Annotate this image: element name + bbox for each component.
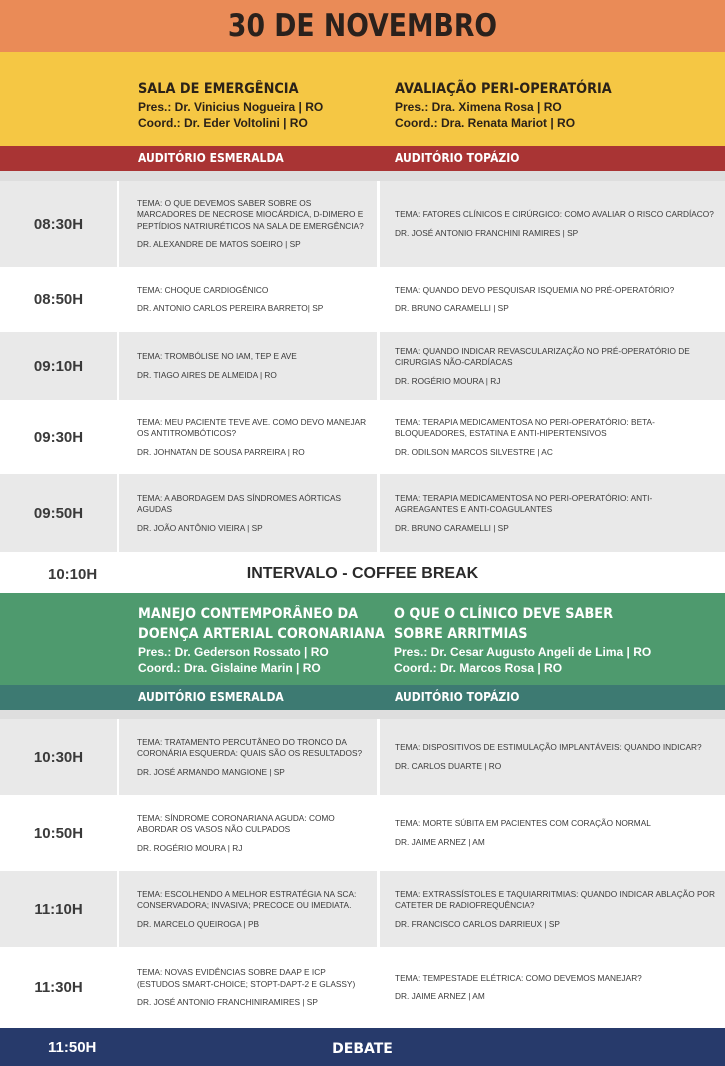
session2-right-coord: Coord.: Dr. Marcos Rosa | RO (394, 661, 563, 675)
talk-theme: TEMA: ESCOLHENDO A MELHOR ESTRATÉGIA NA SCA: CONSERVADORA; INVASIVA; PRECOCE OU IMEDIATA. (137, 888, 357, 910)
talk-speaker: DR. JOHNATAN DE SOUSA PARREIRA | RO (137, 446, 305, 457)
session2-left-info (138, 604, 406, 676)
left-talk-cell (119, 332, 377, 400)
separator-band (0, 171, 725, 181)
talk-theme: TEMA: QUANDO DEVO PESQUISAR ISQUEMIA NO PRÉ-OPERATÓRIO? (395, 284, 675, 295)
talk-speaker: DR. JOSÉ ARMANDO MANGIONE | SP (137, 766, 285, 777)
talk-theme: TEMA: TERAPIA MEDICAMENTOSA NO PERI-OPERATÓRIO: ANTI-AGREAGANTES E ANTI-COAGULANTES (395, 492, 653, 514)
row-time: 10:30H (33, 748, 84, 766)
left-talk-cell (119, 181, 377, 267)
row-time: 11:30H (34, 979, 83, 996)
session1-right-coord: Coord.: Dra. Renata Mariot | RO (395, 116, 576, 130)
session2-right-auditorium: AUDITÓRIO TOPÁZIO (395, 690, 520, 704)
session2-left-auditorium: AUDITÓRIO ESMERALDA (138, 690, 284, 704)
row-time: 10:50H (33, 824, 84, 842)
day-title: 30 DE NOVEMBRO (227, 8, 498, 44)
left-talk-cell (119, 402, 377, 472)
talk-theme: TEMA: CHOQUE CARDIOGÊNICO (137, 284, 269, 295)
talk-theme: TEMA: SÍNDROME CORONARIANA AGUDA: COMO ABORDAR OS VASOS NÃO CULPADOS (137, 812, 335, 834)
row-time-cell (0, 181, 117, 267)
left-talk-cell (119, 269, 377, 330)
talk-speaker: DR. ROGÉRIO MOURA | RJ (395, 375, 501, 386)
schedule-row (0, 269, 725, 330)
row-time-cell (0, 719, 117, 795)
schedule-row (0, 871, 725, 947)
break-time: 10:10H (48, 566, 98, 583)
schedule-row (0, 719, 725, 795)
talk-theme: TEMA: DISPOSITIVOS DE ESTIMULAÇÃO IMPLANTÁVEIS: QUANDO INDICAR? (395, 742, 702, 753)
left-talk-cell (119, 871, 377, 947)
debate-time: 11:50H (48, 1039, 97, 1056)
session1-auditorium-bar (0, 146, 725, 171)
session2-header (0, 593, 725, 685)
talk-speaker: DR. JOSÉ ANTONIO FRANCHINIRAMIRES | SP (137, 997, 318, 1007)
session2-left-title-line2: DOENÇA ARTERIAL CORONARIANA (138, 626, 385, 642)
talk-theme: TEMA: MORTE SÚBITA EM PACIENTES COM CORAÇÃO NORMAL (395, 818, 651, 829)
session1-right-title: AVALIAÇÃO PERI-OPERATÓRIA (395, 81, 612, 97)
talk-speaker: DR. MARCELO QUEIROGA | PB (137, 918, 260, 929)
talk-theme: TEMA: EXTRASSÍSTOLES E TAQUIARRITMIAS: QUANDO INDICAR ABLAÇÃO POR CATETER DE RADIOFREQUÊNCIA? (395, 888, 715, 910)
talk-speaker: DR. BRUNO CARAMELLI | SP (395, 522, 509, 533)
talk-speaker: DR. ALEXANDRE DE MATOS SOEIRO | SP (137, 239, 301, 250)
talk-theme: TEMA: TROMBÓLISE NO IAM, TEP E AVE (137, 351, 297, 362)
session1-right-info (395, 79, 631, 131)
row-time: 11:10H (34, 900, 83, 918)
left-talk-cell (119, 797, 377, 869)
row-time: 09:10H (33, 357, 84, 375)
session1-left-auditorium: AUDITÓRIO ESMERALDA (138, 151, 284, 165)
schedule-row (0, 332, 725, 400)
talk-theme: TEMA: TEMPESTADE ELÉTRICA: COMO DEVEMOS MANEJAR? (395, 972, 642, 983)
row-time-cell (0, 871, 117, 947)
session2-right-title-line1: O QUE O CLÍNICO DEVE SABER (394, 606, 613, 622)
schedule-row (0, 181, 725, 267)
talk-speaker: DR. BRUNO CARAMELLI | SP (395, 303, 509, 314)
talk-speaker: DR. FRANCISCO CARLOS DARRIEUX | SP (395, 918, 560, 929)
talk-theme: TEMA: A ABORDAGEM DAS SÍNDROMES AÓRTICAS AGUDAS (137, 492, 342, 514)
talk-speaker: DR. ROGÉRIO MOURA | RJ (137, 842, 243, 853)
talk-speaker: DR. JAIME ARNEZ | AM (395, 991, 485, 1002)
left-talk-cell (119, 719, 377, 795)
talk-theme: TEMA: FATORES CLÍNICOS E CIRÚRGICO: COMO AVALIAR O RISCO CARDÍACO? (395, 209, 714, 220)
row-time: 08:30H (33, 215, 84, 233)
separator-band (0, 710, 725, 719)
left-talk-cell (119, 949, 377, 1026)
right-talk-cell (380, 949, 725, 1026)
debate-row (0, 1028, 725, 1066)
talk-theme: TEMA: TERAPIA MEDICAMENTOSA NO PERI-OPERATÓRIO: BETA-BLOQUEADORES, ESTATINA E ANTI-HIPERTENSIVOS (395, 416, 655, 438)
session2-right-title-line2: SOBRE ARRITMIAS (394, 626, 528, 642)
row-time-cell (0, 269, 117, 330)
break-label: INTERVALO - COFFEE BREAK (246, 565, 479, 582)
session2-auditorium-bar (0, 685, 725, 710)
talk-speaker: DR. ODILSON MARCOS SILVESTRE | AC (395, 446, 553, 457)
schedule-row (0, 402, 725, 472)
session1-right-auditorium: AUDITÓRIO TOPÁZIO (395, 151, 520, 165)
right-talk-cell (380, 474, 725, 552)
row-time: 08:50H (33, 291, 84, 308)
session2-left-coord: Coord.: Dra. Gislaine Marin | RO (138, 661, 321, 675)
talk-theme: TEMA: TRATAMENTO PERCUTÂNEO DO TRONCO DA CORONÁRIA ESQUERDA: QUAIS SÃO OS RESULTADOS? (137, 736, 363, 758)
row-time-cell (0, 949, 117, 1026)
schedule-row (0, 797, 725, 869)
talk-speaker: DR. TIAGO AIRES DE ALMEIDA | RO (137, 369, 277, 380)
right-talk-cell (380, 402, 725, 472)
right-talk-cell (380, 269, 725, 330)
session1-left-pres: Pres.: Dr. Vinicius Nogueira | RO (138, 100, 324, 114)
session1-left-info (138, 79, 323, 131)
left-talk-cell (119, 474, 377, 552)
session1-right-pres: Pres.: Dra. Ximena Rosa | RO (395, 100, 562, 114)
schedule-row (0, 949, 725, 1026)
right-talk-cell (380, 871, 725, 947)
session2-left-title-line1: MANEJO CONTEMPORÂNEO DA (138, 606, 359, 622)
row-time: 09:30H (33, 428, 84, 446)
talk-speaker: DR. JOÃO ANTÔNIO VIEIRA | SP (137, 522, 263, 533)
talk-speaker: DR. JAIME ARNEZ | AM (395, 836, 485, 847)
session2-right-info (394, 604, 651, 676)
talk-theme: TEMA: MEU PACIENTE TEVE AVE. COMO DEVO MANEJAR OS ANTITROMBÓTICOS? (137, 416, 367, 438)
row-time-cell (0, 474, 117, 552)
row-time-cell (0, 797, 117, 869)
row-time: 09:50H (33, 504, 84, 522)
debate-label: DEBATE (332, 1041, 393, 1057)
right-talk-cell (380, 797, 725, 869)
coffee-break-row (0, 555, 725, 593)
talk-speaker: DR. ANTONIO CARLOS PEREIRA BARRETO| SP (137, 303, 324, 314)
session1-left-title: SALA DE EMERGÊNCIA (138, 81, 299, 97)
session1-left-coord: Coord.: Dr. Eder Voltolini | RO (138, 116, 308, 130)
right-talk-cell (380, 332, 725, 400)
session2-right-pres: Pres.: Dr. Cesar Augusto Angeli de Lima | RO (394, 645, 652, 659)
session2-left-pres: Pres.: Dr. Gederson Rossato | RO (138, 645, 329, 659)
row-time-cell (0, 402, 117, 472)
talk-speaker: DR. JOSÉ ANTONIO FRANCHINI RAMIRES | SP (395, 227, 579, 238)
session1-header (0, 52, 725, 146)
talk-theme: TEMA: NOVAS EVIDÊNCIAS SOBRE DAAP E ICP (ESTUDOS SMART-CHOICE; STOPT-DAPT-2 E GLASSY) (137, 967, 356, 989)
talk-theme: TEMA: QUANDO INDICAR REVASCULARIZAÇÃO NO PRÉ-OPERATÓRIO DE CIRURGIAS NÃO-CARDÍACAS (395, 345, 690, 367)
talk-speaker: DR. CARLOS DUARTE | RO (395, 760, 502, 771)
right-talk-cell (380, 719, 725, 795)
schedule-row (0, 474, 725, 552)
right-talk-cell (380, 181, 725, 267)
talk-theme: TEMA: O QUE DEVEMOS SABER SOBRE OS MARCADORES DE NECROSE MIOCÁRDICA, D-DIMERO E PEPTÍDIOS NATRIURÉTICOS NA SALA DE EMERGÊNCIA? (137, 197, 364, 231)
row-time-cell (0, 332, 117, 400)
day-title-bar (0, 0, 725, 52)
